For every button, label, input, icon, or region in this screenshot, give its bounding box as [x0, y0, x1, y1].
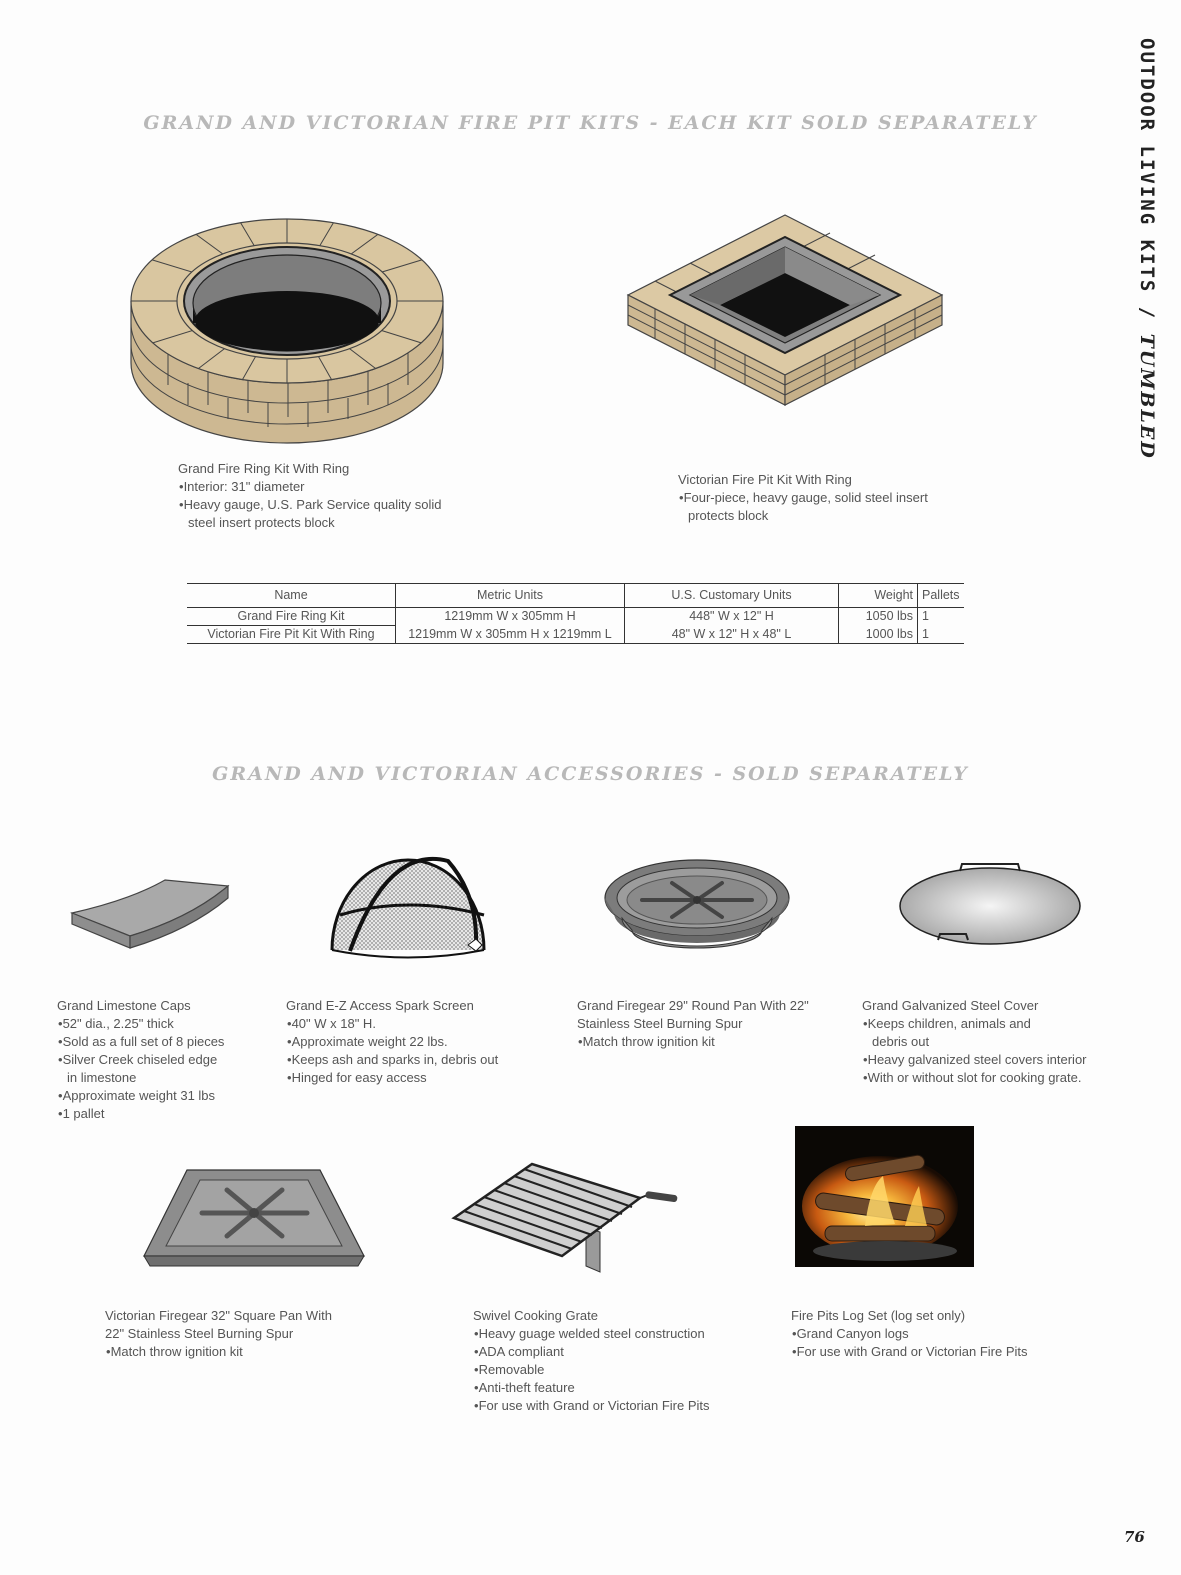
steel-cover-illustration	[898, 858, 1083, 948]
accessory-title: Fire Pits Log Set (log set only)	[791, 1308, 966, 1323]
accessory-bullet: • Hinged for easy access	[286, 1069, 536, 1087]
table-cell: 1219mm W x 305mm H	[396, 608, 625, 626]
accessory-bullet: • ADA compliant	[473, 1343, 748, 1361]
accessory-caption-round-pan	[577, 997, 822, 1051]
table-cell: 1000 lbs	[839, 626, 918, 644]
side-section-label	[1124, 38, 1164, 460]
accessory-caption-limestone-caps	[57, 997, 277, 1123]
accessory-title: Victorian Firegear 32" Square Pan With 22" Stainless Steel Burning Spur	[105, 1308, 332, 1341]
table-row	[187, 626, 964, 644]
accessory-bullet: • For use with Grand or Victorian Fire Pits	[473, 1397, 748, 1415]
grand-fire-ring-illustration	[128, 213, 446, 443]
accessory-title: Grand E-Z Access Spark Screen	[286, 998, 474, 1013]
table-cell: 448" W x 12" H	[625, 608, 839, 626]
kit-bullet: • Heavy gauge, U.S. Park Service quality solid steel insert protects block	[178, 496, 468, 532]
kit-bullet: • Four-piece, heavy gauge, solid steel insert protects block	[678, 489, 968, 525]
accessory-bullet: • Match throw ignition kit	[577, 1033, 822, 1051]
table-cell: 48" W x 12" H x 48" L	[625, 626, 839, 644]
accessory-bullet: • Removable	[473, 1361, 748, 1379]
accessory-caption-cooking-grate	[473, 1307, 748, 1415]
accessory-bullet: • For use with Grand or Victorian Fire Pits	[791, 1343, 1066, 1361]
accessory-bullet: • Approximate weight 22 lbs.	[286, 1033, 536, 1051]
kit-caption-grand	[178, 460, 468, 532]
page-number: 76	[1124, 1528, 1145, 1546]
section-title-kits: GRAND AND VICTORIAN FIRE PIT KITS - EACH KIT SOLD SEPARATELY	[143, 112, 1038, 134]
table-header-row	[187, 584, 964, 608]
accessory-caption-spark-screen	[286, 997, 536, 1087]
accessory-bullet: • Keeps children, animals and debris out	[862, 1015, 1062, 1051]
accessory-title: Swivel Cooking Grate	[473, 1308, 598, 1323]
accessory-bullet: • Silver Creek chiseled edge in limestone	[57, 1051, 227, 1087]
accessory-bullet: • Sold as a full set of 8 pieces	[57, 1033, 277, 1051]
kit-title: Victorian Fire Pit Kit With Ring	[678, 472, 852, 487]
table-header-cell: Metric Units	[396, 584, 625, 608]
accessory-bullet: • 40" W x 18" H.	[286, 1015, 536, 1033]
kit-bullet: • Interior: 31" diameter	[178, 478, 468, 496]
table-cell: Grand Fire Ring Kit	[187, 608, 396, 626]
section-title-accessories: GRAND AND VICTORIAN ACCESSORIES - SOLD SEPARATELY	[212, 763, 969, 785]
table-cell: Victorian Fire Pit Kit With Ring	[187, 626, 396, 644]
side-label-sub: TUMBLED	[1136, 333, 1158, 460]
table-header-cell: U.S. Customary Units	[625, 584, 839, 608]
table-header-cell: Weight	[839, 584, 918, 608]
cooking-grate-illustration	[450, 1158, 682, 1276]
accessory-bullet: • Match throw ignition kit	[105, 1343, 355, 1361]
accessory-bullet: • With or without slot for cooking grate.	[862, 1069, 1127, 1087]
accessory-title: Grand Firegear 29" Round Pan With 22" Stainless Steel Burning Spur	[577, 998, 809, 1031]
accessory-caption-square-pan	[105, 1307, 355, 1361]
accessory-bullet: • 1 pallet	[57, 1105, 277, 1123]
accessory-bullet: • 52" dia., 2.25" thick	[57, 1015, 277, 1033]
limestone-caps-illustration	[70, 878, 230, 953]
table-cell: 1050 lbs	[839, 608, 918, 626]
accessory-caption-log-set	[791, 1307, 1066, 1361]
accessory-bullet: • Heavy guage welded steel construction	[473, 1325, 748, 1343]
accessory-caption-steel-cover	[862, 997, 1127, 1087]
round-pan-illustration	[602, 858, 792, 948]
accessory-bullet: • Approximate weight 31 lbs	[57, 1087, 277, 1105]
kit-caption-victorian	[678, 471, 968, 525]
table-cell: 1219mm W x 305mm H x 1219mm L	[396, 626, 625, 644]
kit-title: Grand Fire Ring Kit With Ring	[178, 461, 350, 476]
victorian-fire-pit-illustration	[625, 215, 945, 410]
accessory-title: Grand Galvanized Steel Cover	[862, 998, 1039, 1013]
table-header-cell: Name	[187, 584, 396, 608]
accessory-title: Grand Limestone Caps	[57, 998, 191, 1013]
square-pan-illustration	[142, 1168, 367, 1273]
table-header-cell: Pallets	[918, 584, 965, 608]
kit-spec-table	[187, 583, 964, 644]
accessory-bullet: • Keeps ash and sparks in, debris out	[286, 1051, 536, 1069]
accessory-bullet: • Grand Canyon logs	[791, 1325, 1066, 1343]
accessory-bullet: • Anti-theft feature	[473, 1379, 748, 1397]
side-label-main: OUTDOOR LIVING KITS /	[1136, 38, 1158, 321]
accessory-bullet: • Heavy galvanized steel covers interior	[862, 1051, 1127, 1069]
spark-screen-illustration	[328, 855, 488, 970]
table-row	[187, 608, 964, 626]
table-cell: 1	[918, 608, 965, 626]
table-cell: 1	[918, 626, 965, 644]
log-set-photo	[795, 1126, 974, 1267]
